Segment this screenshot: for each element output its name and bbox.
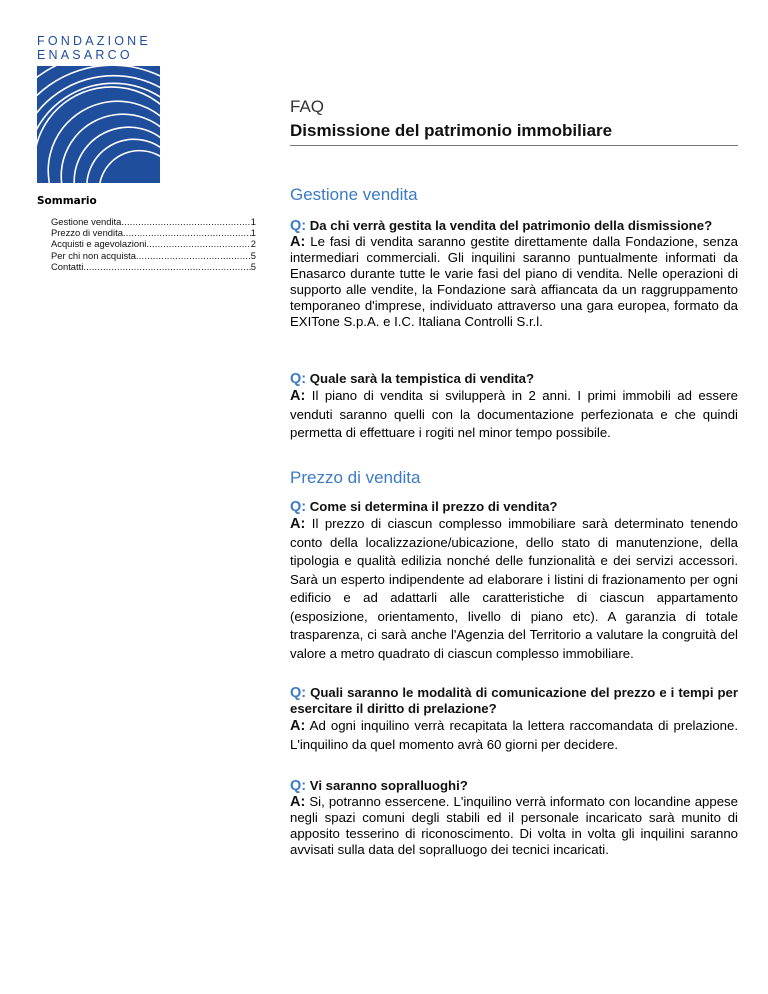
question	[290, 499, 738, 515]
answer-marker: A:	[290, 718, 306, 734]
toc-item-label: Prezzo di vendita	[51, 227, 123, 239]
question	[290, 685, 738, 717]
toc-item-page: 1	[250, 227, 256, 239]
answer-text: Si, potranno essercene. L'inquilino verrà informato con locandine appese negli spazi comuni degli stabili ed il personale incaricato sarà munito di apposito tesserino di riconoscimento. Di volta in volta gli inquilini saranno avvisati sulla data del sopralluogo dei tecnici incaricati.	[290, 794, 738, 857]
answer-marker: A:	[290, 516, 306, 532]
question-marker: Q:	[290, 218, 307, 234]
toc-item-page: 5	[250, 249, 256, 261]
faq-item	[290, 499, 738, 663]
answer	[290, 794, 738, 858]
answer-marker: A:	[290, 234, 306, 250]
toc-item-label: Contatti	[51, 260, 84, 272]
answer	[290, 387, 738, 443]
answer	[290, 515, 738, 663]
toc-item-page: 1	[250, 216, 256, 227]
toc-item-prezzo-di-vendita[interactable]	[51, 227, 256, 238]
toc-item-label: Per chi non acquista	[51, 249, 136, 261]
answer-text: Il prezzo di ciascun complesso immobiliare sarà determinato tenendo conto della localizzazione/ubicazione, dello stato di manutenzione, della tipologia e qualità edilizia nonché delle funzionalità e dei servizi accessori. Sarà un esperto indipendente ad elaborare i listini di frazionamento per ogni edificio e ad adattarli alle caratteristiche di ciascun appartamento (esposizione, orientamento, livello di piano etc). A garanzia di totale trasparenza, ci sarà anche l'Agenzia del Territorio a valutare la congruità del valore a metro quadrato di ciascun complesso immobiliare.	[290, 516, 738, 661]
toc-item-label: Acquisti e agevolazioni	[51, 238, 147, 250]
question-text: Come si determina il prezzo di vendita?	[309, 499, 558, 514]
answer-marker: A:	[290, 388, 306, 404]
question	[290, 778, 738, 794]
faq-item	[290, 685, 738, 754]
answer-text: Le fasi di vendita saranno gestite direttamente dalla Fondazione, senza intermediari commerciali. Gli inquilini saranno puntualmente informati da Enasarco durante tutte le varie fasi del piano di vendita. Nelle operazioni di supporto alle vendite, la Fondazione sarà affiancata da un raggruppamento temporaneo d'imprese, individuato attraverso una gara europea, formato da EXITone S.p.A. e I.C. Italiana Controlli S.r.l.	[290, 234, 739, 329]
faq-label: FAQ	[290, 97, 325, 116]
answer	[290, 234, 738, 330]
logo-arcs-graphic	[37, 66, 160, 183]
toc-item-gestione-vendita[interactable]	[51, 216, 256, 227]
question-marker: Q:	[290, 499, 307, 515]
question-marker: Q:	[290, 685, 307, 701]
logo-text-line2: ENASARCO	[37, 48, 133, 62]
table-of-contents	[51, 216, 256, 272]
answer	[290, 717, 738, 754]
faq-item	[290, 218, 738, 330]
question-text: Da chi verrà gestita la vendita del patrimonio della dismissione?	[309, 218, 713, 233]
question-marker: Q:	[290, 371, 307, 387]
toc-item-per-chi-non-acquista[interactable]	[51, 250, 256, 261]
toc-item-label: Gestione vendita	[51, 216, 122, 227]
toc-item-page: 2	[250, 238, 256, 250]
page-title: Dismissione del patrimonio immobiliare	[290, 121, 613, 140]
question-text: Quale sarà la tempistica di vendita?	[309, 371, 535, 386]
answer-marker: A:	[290, 794, 306, 810]
toc-item-contatti[interactable]	[51, 261, 256, 272]
answer-text: Il piano di vendita si svilupperà in 2 anni. I primi immobili ad essere venduti saranno quelli con la documentazione perfezionata e che quindi permetta di effettuare i rogiti nel minor tempo possibile.	[290, 388, 739, 440]
header-divider	[290, 145, 738, 146]
section-heading-gestione-vendita: Gestione vendita	[290, 185, 418, 204]
question	[290, 218, 738, 234]
toc-item-page: 5	[250, 260, 256, 272]
question-marker: Q:	[290, 778, 307, 794]
section-heading-prezzo-di-vendita: Prezzo di vendita	[290, 468, 421, 487]
question-text: Quali saranno le modalità di comunicazione del prezzo e i tempi per esercitare il diritto di prelazione?	[290, 685, 738, 716]
faq-item	[290, 778, 738, 858]
toc-title: Sommario	[37, 195, 97, 207]
toc-item-acquisti-e-agevolazioni[interactable]	[51, 238, 256, 249]
faq-item	[290, 371, 738, 443]
logo-text-line1: FONDAZIONE	[37, 34, 151, 48]
question-text: Vi saranno sopralluoghi?	[309, 778, 468, 793]
question	[290, 371, 738, 387]
answer-text: Ad ogni inquilino verrà recapitata la lettera raccomandata di prelazione. L'inquilino da quel momento avrà 60 giorni per decidere.	[290, 718, 739, 752]
enasarco-logo	[37, 34, 162, 183]
